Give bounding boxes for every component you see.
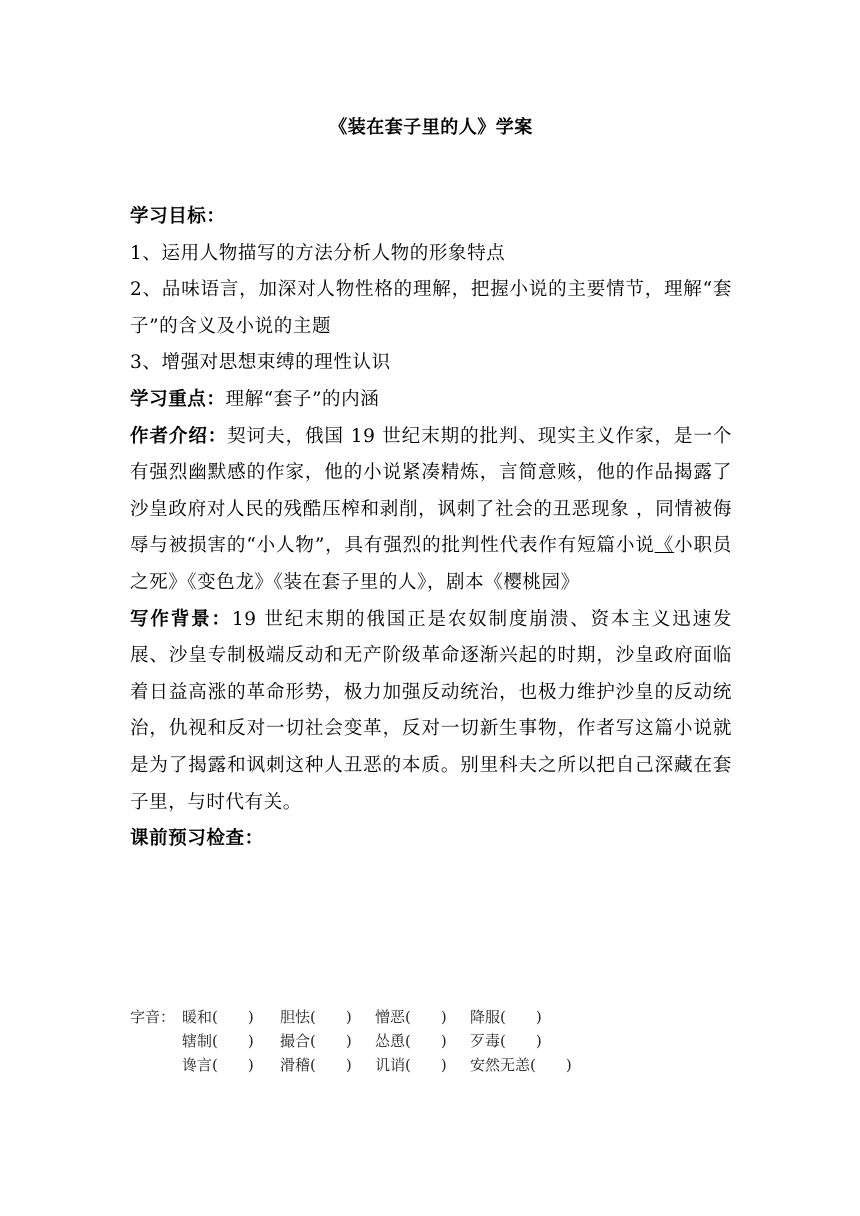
author-text-end: 小职员之死》《变色龙》《装在套子里的人》，剧本《樱桃园》 [130, 535, 732, 593]
author-text: 契诃夫，俄国 19 世纪末期的批判、现实主义作家，是一个有强烈幽默感的作家，他的小说紧凑精炼，言简意赅，他的作品揭露了沙皇政府对人民的残酷压榨和剥削，讽刺了社会的丑恶现象 ，同情被侮辱与被损害的“小人物”，具有强烈的批判性代表作有短篇小说 [130, 425, 732, 557]
pronunciation-item: 谗言( ) [182, 1056, 254, 1074]
pronunciation-item: 憎恶( ) [375, 1008, 447, 1026]
document-title: 《装在套子里的人》学案 [329, 117, 533, 138]
pronunciation-row [130, 1029, 732, 1053]
pronunciation-row [130, 1005, 732, 1029]
background-paragraph [130, 602, 732, 822]
goal-item-2: 2、品味语言，加深对人物性格的理解，把握小说的主要情节，理解“套子”的含义及小说的主题 [130, 279, 732, 337]
pronunciation-item: 滑稽( ) [280, 1056, 352, 1074]
pronunciation-item: 降服( ) [470, 1008, 542, 1026]
author-paragraph [130, 419, 732, 602]
focus-paragraph [130, 382, 732, 419]
background-heading: 写作背景： [130, 608, 232, 630]
pronunciation-item: 安然无恙( ) [470, 1056, 572, 1074]
pronunciation-item: 撮合( ) [280, 1032, 352, 1050]
pronunciation-item: 暖和( ) [182, 1008, 254, 1026]
pronunciation-row [130, 1053, 732, 1077]
goals-heading: 学习目标： [130, 206, 226, 227]
focus-heading: 学习重点： [130, 388, 226, 410]
goal-item-3: 3、增强对思想束缚的理性认识 [130, 352, 391, 374]
focus-text: 理解“套子”的内涵 [225, 388, 380, 410]
author-heading: 作者介绍： [130, 425, 228, 447]
goal-item-1: 1、运用人物描写的方法分析人物的形象特点 [130, 242, 506, 264]
document-body [130, 199, 732, 858]
pronunciation-item: 歹毒( ) [470, 1032, 542, 1050]
pronunciation-item: 讥诮( ) [375, 1056, 447, 1074]
preview-heading: 课前预习检查： [130, 828, 264, 850]
pronunciation-exercise [130, 1005, 732, 1077]
background-text: 19 世纪末期的俄国正是农奴制度崩溃、资本主义迅速发展、沙皇专制极端反动和无产阶级革命逐渐兴起的时期，沙皇政府面临着日益高涨的革命形势，极力加强反动统治，也极力维护沙皇的反动统治，仇视和反对一切社会变革，反对一切新生事物，作者写这篇小说就是为了揭露和讽刺这种人丑恶的本质。别里科夫之所以把自己深藏在套子里，与时代有关。 [130, 608, 732, 813]
pronunciation-item: 怂恿( ) [375, 1032, 447, 1050]
author-underlined-mark: 《 [654, 535, 675, 557]
pronunciation-item: 辖制( ) [182, 1032, 254, 1050]
pronunciation-item: 胆怯( ) [280, 1008, 352, 1026]
pronunciation-label: 字音： [130, 1008, 176, 1026]
